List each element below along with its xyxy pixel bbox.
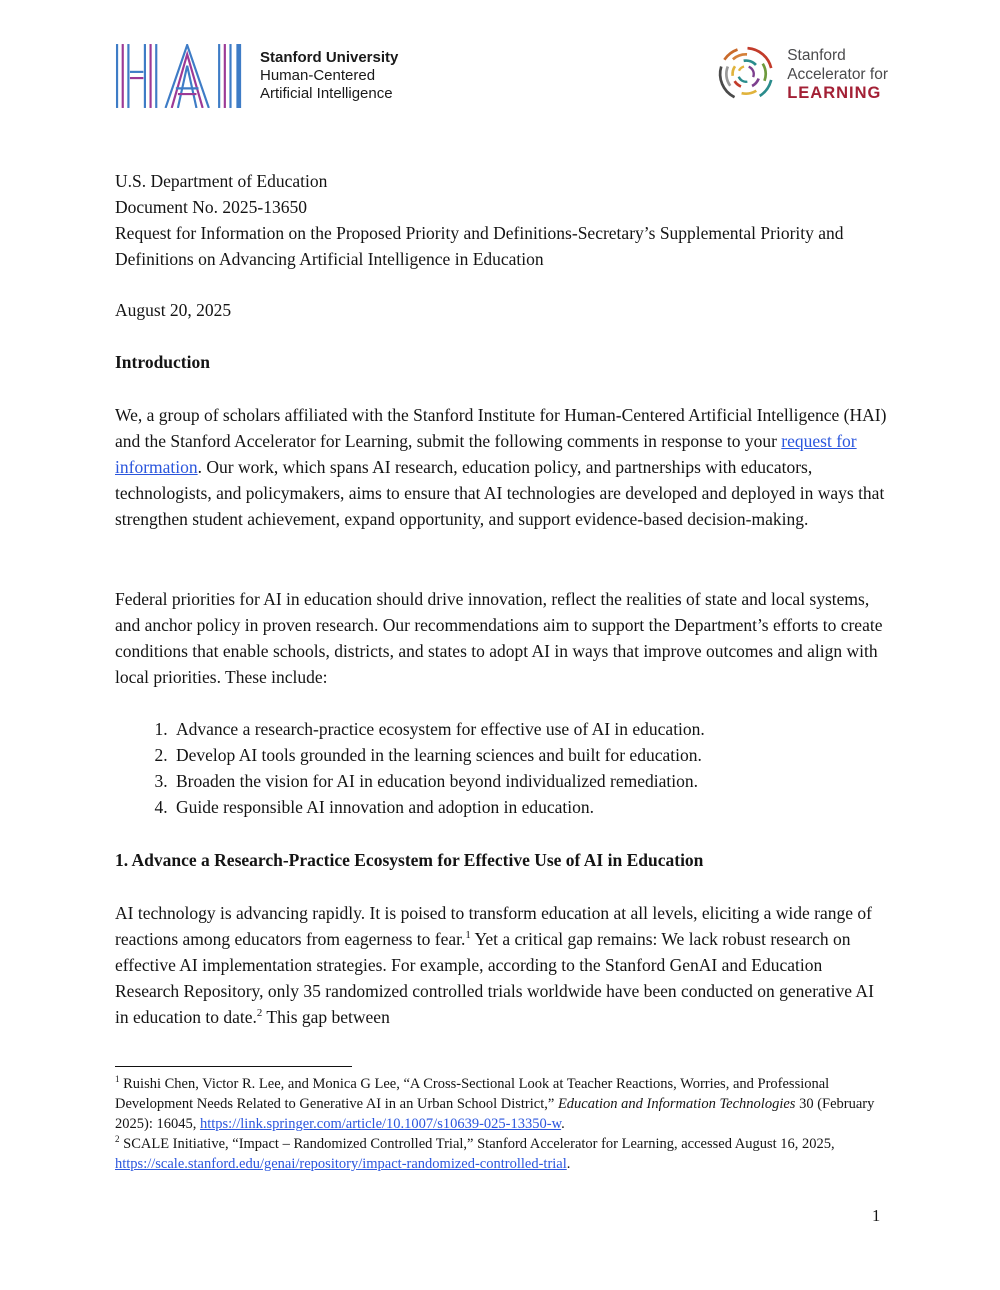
recipient-block xyxy=(115,168,887,272)
footnote-1 xyxy=(115,1074,887,1134)
section1-text-2: Yet a critical gap remains: We lack robust research on effective AI implementation strategies. For example, according to the Stanford GenAI and Education Research Repository, only 35 randomized controlled trials worldwide have been conducted on generative AI in education to date. xyxy=(115,929,874,1027)
introduction-paragraph-2: Federal priorities for AI in education should drive innovation, reflect the realities of state and local systems, and anchor policy in proven research. Our recommendations aim to support the Department’s efforts to create conditions that enable schools, districts, and states to adopt AI in ways that improve outcomes and align with local priorities. These include: xyxy=(115,589,883,687)
hai-logo-text xyxy=(260,49,398,103)
footnote1-suffix: . xyxy=(561,1116,565,1132)
sal-brand-line3: LEARNING xyxy=(787,83,882,102)
sal-brand-line2: Accelerator for xyxy=(787,65,888,83)
section1-heading: 1. Advance a Research-Practice Ecosystem for Effective Use of AI in Education xyxy=(115,850,704,870)
footnotes-section xyxy=(115,1066,887,1174)
footnote1-url-link[interactable]: https://link.springer.com/article/10.1007/s10639-025-13350-w xyxy=(199,1116,562,1132)
footnote1-journal-title: Education and Information Technologies xyxy=(557,1096,796,1112)
introduction-paragraph-1 xyxy=(115,402,887,532)
footnote1-text-1: Ruishi Chen, Victor R. Lee, and Monica G Lee, “A Cross-Sectional Look at Teacher Reactions, Worries, and Professional Development Needs Related to Generative AI in an Urban School District,” xyxy=(115,1076,830,1112)
hai-brand-line2: Human-Centered xyxy=(260,67,376,84)
page-number: 1 xyxy=(872,1206,881,1225)
footnote1-text-2: 30 (February 2025): 16045, xyxy=(115,1096,875,1132)
recommendation-item-2: 2. Develop AI tools grounded in the learning sciences and built for education. xyxy=(172,742,887,768)
document-header xyxy=(115,44,888,108)
footnote1-mark: 1 xyxy=(115,1074,120,1085)
footnote2-mark: 2 xyxy=(115,1134,120,1145)
footnote-separator xyxy=(115,1066,352,1067)
section1-text-3: This gap between xyxy=(262,1007,390,1027)
recommendations-list xyxy=(115,716,887,820)
recommendation-item-1: 1. Advance a research-practice ecosystem for effective use of AI in education. xyxy=(172,716,887,742)
footnote-2 xyxy=(115,1134,887,1174)
footnote1-reference[interactable]: 1 xyxy=(465,929,471,942)
sal-brand-line1: Stanford xyxy=(787,46,846,64)
hai-brand-line3: Artificial Intelligence xyxy=(260,85,393,102)
recommendation-item-3: 3. Broaden the vision for AI in education beyond individualized remediation. xyxy=(172,768,887,794)
section1-text-1: AI technology is advancing rapidly. It is poised to transform education at all levels, eliciting a wide range of reactions among educators from eagerness to fear. xyxy=(115,903,872,949)
hai-brand-line1: Stanford University xyxy=(260,49,399,66)
request-for-information-link[interactable]: request for information xyxy=(115,431,857,477)
sal-circles-icon xyxy=(716,44,776,104)
document-subject: Request for Information on the Proposed Priority and Definitions-Secretary’s Supplemental Priority and Definitions on Advancing Artificial Intelligence in Education xyxy=(115,223,844,269)
recipient-agency: U.S. Department of Education xyxy=(115,171,328,191)
document-number: Document No. 2025-13650 xyxy=(115,197,307,217)
footnote2-suffix: . xyxy=(566,1156,571,1172)
recommendation-item-4: 4. Guide responsible AI innovation and adoption in education. xyxy=(172,794,887,820)
footnote2-reference[interactable]: 2 xyxy=(256,1007,263,1020)
section1-paragraph xyxy=(115,900,887,1030)
hai-wordmark-icon xyxy=(115,44,247,108)
document-date: August 20, 2025 xyxy=(115,300,232,320)
hai-logo xyxy=(115,44,398,108)
sal-logo-text xyxy=(787,46,888,103)
footnote2-text-1: SCALE Initiative, “Impact – Randomized Controlled Trial,” Stanford Accelerator for Learning, accessed August 16, 2025, xyxy=(119,1136,835,1152)
footnote2-url-link[interactable]: https://scale.stanford.edu/genai/repository/impact-randomized-controlled-trial xyxy=(115,1156,567,1172)
introduction-heading: Introduction xyxy=(115,352,210,372)
sal-logo xyxy=(716,44,888,104)
para1-text-before-link: We, a group of scholars affiliated with the Stanford Institute for Human-Centered Artificial Intelligence (HAI) and the Stanford Accelerator for Learning, submit the following comments in response to your xyxy=(115,405,887,451)
para1-text-after-link: . Our work, which spans AI research, education policy, and partnerships with educators, technologists, and policymakers, aims to ensure that AI technologies are developed and deployed in ways that strengthen student achievement, expand opportunity, and support evidence-based decision-making. xyxy=(115,457,885,529)
